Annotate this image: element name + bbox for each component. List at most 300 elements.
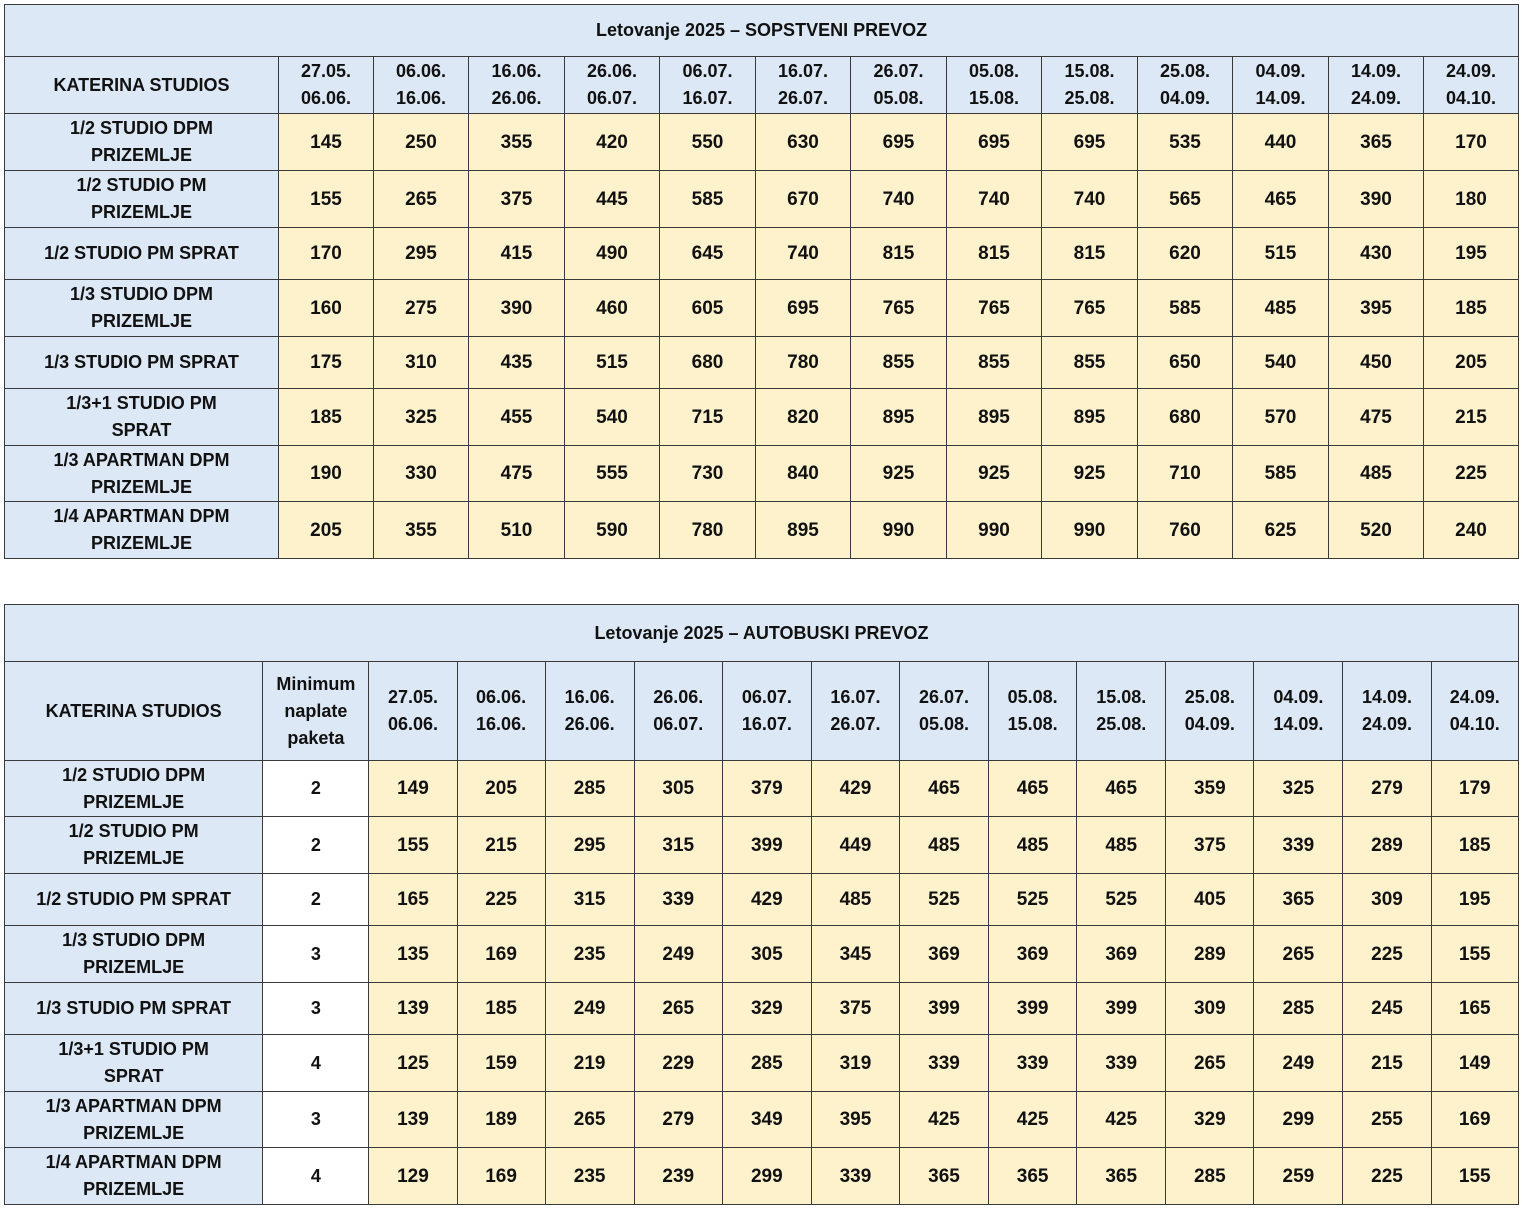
- price-cell: 895: [756, 502, 851, 559]
- price-cell: 515: [565, 337, 660, 389]
- price-cell: 765: [851, 280, 947, 337]
- period-header: [851, 57, 947, 114]
- price-cell: 465: [989, 761, 1077, 817]
- price-table-bus-transport: [4, 604, 1519, 1205]
- price-cell: 620: [1138, 228, 1233, 280]
- period-start: 05.08.: [968, 61, 1020, 81]
- price-cell: 219: [545, 1035, 634, 1092]
- price-cell: 309: [1166, 983, 1254, 1035]
- price-cell: 390: [1329, 171, 1424, 228]
- price-cell: 339: [1254, 817, 1343, 874]
- price-cell: 465: [1233, 171, 1329, 228]
- price-cell: 465: [1077, 761, 1166, 817]
- price-cell: 240: [1424, 502, 1519, 559]
- table-title: Letovanje 2025 – AUTOBUSKI PREVOZ: [5, 605, 1519, 662]
- price-cell: 570: [1233, 389, 1329, 446]
- room-type-label: 1/4 APARTMAN DPM PRIZEMLJE: [5, 502, 279, 559]
- price-cell: 740: [947, 171, 1042, 228]
- price-cell: 695: [756, 280, 851, 337]
- price-cell: 179: [1431, 761, 1518, 817]
- room-type-label: 1/3+1 STUDIO PM SPRAT: [5, 389, 279, 446]
- price-cell: 305: [722, 926, 811, 983]
- price-cell: 135: [369, 926, 457, 983]
- price-cell: 455: [469, 389, 565, 446]
- price-cell: 149: [369, 761, 457, 817]
- period-header: [1431, 662, 1518, 761]
- price-cell: 225: [1424, 446, 1519, 502]
- price-cell: 339: [899, 1035, 988, 1092]
- price-cell: 285: [722, 1035, 811, 1092]
- price-cell: 265: [634, 983, 722, 1035]
- price-cell: 170: [279, 228, 374, 280]
- period-header: [634, 662, 722, 761]
- price-cell: 525: [899, 874, 988, 926]
- price-cell: 250: [374, 114, 469, 171]
- price-cell: 450: [1329, 337, 1424, 389]
- price-cell: 339: [1077, 1035, 1166, 1092]
- price-cell: 475: [1329, 389, 1424, 446]
- period-start: 15.08.: [1096, 687, 1147, 707]
- price-cell: 520: [1329, 502, 1424, 559]
- period-end: 04.10.: [1449, 714, 1500, 734]
- price-cell: 429: [722, 874, 811, 926]
- period-end: 05.08.: [873, 88, 924, 108]
- price-cell: 650: [1138, 337, 1233, 389]
- period-header: [1424, 57, 1519, 114]
- period-header: [1343, 662, 1431, 761]
- period-start: 06.07.: [682, 61, 733, 81]
- period-start: 04.09.: [1255, 61, 1306, 81]
- price-cell: 289: [1166, 926, 1254, 983]
- price-table-own-transport: [4, 4, 1519, 559]
- price-cell: 249: [545, 983, 634, 1035]
- price-cell: 425: [899, 1092, 988, 1148]
- minimum-payment-cell: 4: [263, 1035, 369, 1092]
- price-cell: 855: [851, 337, 947, 389]
- room-type-label: 1/2 STUDIO PM PRIZEMLJE: [5, 171, 279, 228]
- period-header: [1233, 57, 1329, 114]
- price-cell: 645: [660, 228, 756, 280]
- price-cell: 765: [947, 280, 1042, 337]
- table-title: Letovanje 2025 – SOPSTVENI PREVOZ: [5, 5, 1519, 57]
- table-row: [5, 502, 1519, 559]
- price-cell: 375: [811, 983, 899, 1035]
- minimum-payment-cell: 4: [263, 1148, 369, 1205]
- price-cell: 369: [899, 926, 988, 983]
- price-cell: 895: [1042, 389, 1138, 446]
- price-cell: 309: [1343, 874, 1431, 926]
- period-header: [374, 57, 469, 114]
- table-row: [5, 446, 1519, 502]
- minimum-payment-cell: 2: [263, 874, 369, 926]
- price-cell: 155: [369, 817, 457, 874]
- price-cell: 339: [989, 1035, 1077, 1092]
- period-end: 15.08.: [968, 88, 1020, 108]
- room-type-label: 1/3 STUDIO PM SPRAT: [5, 983, 263, 1035]
- room-type-label: 1/3 APARTMAN DPM PRIZEMLJE: [5, 1092, 263, 1148]
- price-cell: 465: [899, 761, 988, 817]
- price-cell: 375: [469, 171, 565, 228]
- period-header: [469, 57, 565, 114]
- price-cell: 160: [279, 280, 374, 337]
- price-cell: 165: [1431, 983, 1518, 1035]
- period-start: 16.06.: [491, 61, 542, 81]
- price-cell: 249: [1254, 1035, 1343, 1092]
- price-cell: 540: [565, 389, 660, 446]
- price-cell: 695: [851, 114, 947, 171]
- price-cell: 155: [1431, 1148, 1518, 1205]
- price-cell: 365: [1329, 114, 1424, 171]
- price-cell: 815: [851, 228, 947, 280]
- price-cell: 525: [1077, 874, 1166, 926]
- minimum-payment-header: Minimum naplate paketa: [263, 662, 369, 761]
- price-cell: 189: [457, 1092, 545, 1148]
- price-cell: 139: [369, 983, 457, 1035]
- price-cell: 125: [369, 1035, 457, 1092]
- period-end: 14.09.: [1273, 714, 1324, 734]
- price-cell: 680: [660, 337, 756, 389]
- price-cell: 285: [1166, 1148, 1254, 1205]
- price-cell: 670: [756, 171, 851, 228]
- price-cell: 365: [1077, 1148, 1166, 1205]
- period-start: 24.09.: [1449, 687, 1500, 707]
- price-cell: 215: [1424, 389, 1519, 446]
- period-start: 16.07.: [830, 687, 881, 707]
- table-row: [5, 228, 1519, 280]
- price-cell: 555: [565, 446, 660, 502]
- period-start: 26.06.: [653, 687, 704, 707]
- period-header: [457, 662, 545, 761]
- price-cell: 265: [1166, 1035, 1254, 1092]
- price-cell: 205: [1424, 337, 1519, 389]
- period-end: 24.09.: [1361, 714, 1413, 734]
- price-cell: 319: [811, 1035, 899, 1092]
- room-type-label: 1/3 APARTMAN DPM PRIZEMLJE: [5, 446, 279, 502]
- table-row: [5, 171, 1519, 228]
- period-header: [279, 57, 374, 114]
- table-row: [5, 874, 1519, 926]
- price-cell: 310: [374, 337, 469, 389]
- price-cell: 925: [1042, 446, 1138, 502]
- price-cell: 155: [279, 171, 374, 228]
- price-cell: 365: [899, 1148, 988, 1205]
- price-cell: 235: [545, 926, 634, 983]
- price-cell: 535: [1138, 114, 1233, 171]
- price-cell: 185: [1431, 817, 1518, 874]
- price-cell: 195: [1431, 874, 1518, 926]
- price-cell: 275: [374, 280, 469, 337]
- price-cell: 369: [989, 926, 1077, 983]
- price-cell: 289: [1343, 817, 1431, 874]
- period-end: 05.08.: [919, 714, 970, 734]
- price-cell: 229: [634, 1035, 722, 1092]
- price-cell: 225: [1343, 926, 1431, 983]
- price-cell: 715: [660, 389, 756, 446]
- price-cell: 695: [1042, 114, 1138, 171]
- price-cell: 895: [947, 389, 1042, 446]
- price-cell: 405: [1166, 874, 1254, 926]
- price-cell: 279: [634, 1092, 722, 1148]
- price-cell: 440: [1233, 114, 1329, 171]
- period-end: 04.09.: [1184, 714, 1235, 734]
- price-cell: 399: [722, 817, 811, 874]
- table-row: [5, 761, 1519, 817]
- price-cell: 585: [660, 171, 756, 228]
- period-header: [947, 57, 1042, 114]
- price-cell: 169: [1431, 1092, 1518, 1148]
- period-header: [899, 662, 988, 761]
- price-cell: 585: [1233, 446, 1329, 502]
- price-cell: 815: [947, 228, 1042, 280]
- price-cell: 460: [565, 280, 660, 337]
- room-type-label: 1/3 STUDIO DPM PRIZEMLJE: [5, 280, 279, 337]
- price-cell: 430: [1329, 228, 1424, 280]
- price-cell: 185: [457, 983, 545, 1035]
- price-cell: 365: [1254, 874, 1343, 926]
- price-cell: 585: [1138, 280, 1233, 337]
- price-cell: 490: [565, 228, 660, 280]
- price-cell: 525: [989, 874, 1077, 926]
- room-type-label: 1/2 STUDIO DPM PRIZEMLJE: [5, 761, 263, 817]
- hotel-name-header: KATERINA STUDIOS: [5, 57, 279, 114]
- price-cell: 425: [1077, 1092, 1166, 1148]
- period-start: 14.09.: [1350, 61, 1402, 81]
- period-end: 16.07.: [682, 88, 733, 108]
- period-start: 15.08.: [1064, 61, 1115, 81]
- price-cell: 169: [457, 926, 545, 983]
- period-start: 24.09.: [1446, 61, 1497, 81]
- price-cell: 329: [722, 983, 811, 1035]
- price-cell: 990: [947, 502, 1042, 559]
- price-cell: 330: [374, 446, 469, 502]
- price-cell: 149: [1431, 1035, 1518, 1092]
- price-cell: 425: [989, 1092, 1077, 1148]
- price-cell: 740: [1042, 171, 1138, 228]
- price-cell: 435: [469, 337, 565, 389]
- price-cell: 399: [989, 983, 1077, 1035]
- price-cell: 170: [1424, 114, 1519, 171]
- room-type-label: 1/2 STUDIO PM SPRAT: [5, 874, 263, 926]
- price-cell: 375: [1166, 817, 1254, 874]
- period-end: 16.06.: [476, 714, 527, 734]
- price-cell: 445: [565, 171, 660, 228]
- price-cell: 420: [565, 114, 660, 171]
- period-header: [811, 662, 899, 761]
- period-start: 05.08.: [1007, 687, 1058, 707]
- period-end: 26.07.: [777, 88, 829, 108]
- price-cell: 695: [947, 114, 1042, 171]
- price-cell: 625: [1233, 502, 1329, 559]
- period-header: [722, 662, 811, 761]
- price-cell: 780: [756, 337, 851, 389]
- price-cell: 139: [369, 1092, 457, 1148]
- price-cell: 855: [1042, 337, 1138, 389]
- price-cell: 485: [1233, 280, 1329, 337]
- price-cell: 990: [1042, 502, 1138, 559]
- price-cell: 485: [899, 817, 988, 874]
- table-row: [5, 817, 1519, 874]
- price-cell: 265: [1254, 926, 1343, 983]
- price-cell: 215: [1343, 1035, 1431, 1092]
- price-cell: 359: [1166, 761, 1254, 817]
- period-header: [756, 57, 851, 114]
- period-end: 06.06.: [300, 88, 352, 108]
- price-cell: 295: [374, 228, 469, 280]
- period-end: 14.09.: [1255, 88, 1306, 108]
- period-end: 06.07.: [653, 714, 704, 734]
- period-header: [369, 662, 457, 761]
- period-header: [545, 662, 634, 761]
- price-cell: 175: [279, 337, 374, 389]
- price-cell: 159: [457, 1035, 545, 1092]
- room-type-label: 1/2 STUDIO PM SPRAT: [5, 228, 279, 280]
- price-cell: 390: [469, 280, 565, 337]
- period-header: [1329, 57, 1424, 114]
- period-end: 26.06.: [491, 88, 542, 108]
- price-cell: 415: [469, 228, 565, 280]
- price-cell: 895: [851, 389, 947, 446]
- price-cell: 855: [947, 337, 1042, 389]
- price-cell: 145: [279, 114, 374, 171]
- price-cell: 305: [634, 761, 722, 817]
- price-cell: 225: [457, 874, 545, 926]
- price-cell: 249: [634, 926, 722, 983]
- price-cell: 449: [811, 817, 899, 874]
- hotel-name-header: KATERINA STUDIOS: [5, 662, 263, 761]
- room-type-label: 1/3+1 STUDIO PM SPRAT: [5, 1035, 263, 1092]
- price-cell: 510: [469, 502, 565, 559]
- price-cell: 349: [722, 1092, 811, 1148]
- price-cell: 180: [1424, 171, 1519, 228]
- price-cell: 205: [279, 502, 374, 559]
- table-title-row: [5, 605, 1519, 662]
- room-type-label: 1/3 STUDIO DPM PRIZEMLJE: [5, 926, 263, 983]
- period-end: 06.06.: [387, 714, 438, 734]
- period-start: 14.09.: [1361, 687, 1413, 707]
- period-end: 16.07.: [741, 714, 792, 734]
- price-cell: 315: [545, 874, 634, 926]
- period-start: 27.05.: [387, 687, 438, 707]
- price-cell: 780: [660, 502, 756, 559]
- period-end: 15.08.: [1007, 714, 1058, 734]
- table-row: [5, 1148, 1519, 1205]
- price-cell: 265: [374, 171, 469, 228]
- price-cell: 740: [756, 228, 851, 280]
- price-cell: 990: [851, 502, 947, 559]
- period-start: 25.08.: [1184, 687, 1235, 707]
- price-cell: 485: [989, 817, 1077, 874]
- price-cell: 840: [756, 446, 851, 502]
- room-type-label: 1/2 STUDIO PM PRIZEMLJE: [5, 817, 263, 874]
- table-title-row: [5, 5, 1519, 57]
- price-cell: 760: [1138, 502, 1233, 559]
- price-cell: 485: [1329, 446, 1424, 502]
- period-header: [1042, 57, 1138, 114]
- period-end: 26.07.: [830, 714, 881, 734]
- price-cell: 485: [811, 874, 899, 926]
- price-cell: 429: [811, 761, 899, 817]
- price-cell: 379: [722, 761, 811, 817]
- table-row: [5, 280, 1519, 337]
- price-cell: 765: [1042, 280, 1138, 337]
- period-header: [1254, 662, 1343, 761]
- price-cell: 399: [1077, 983, 1166, 1035]
- price-cell: 630: [756, 114, 851, 171]
- period-end: 26.06.: [564, 714, 615, 734]
- price-cell: 265: [545, 1092, 634, 1148]
- price-cell: 185: [279, 389, 374, 446]
- price-cell: 820: [756, 389, 851, 446]
- price-cell: 195: [1424, 228, 1519, 280]
- price-cell: 730: [660, 446, 756, 502]
- table-row: [5, 1092, 1519, 1148]
- price-cell: 225: [1343, 1148, 1431, 1205]
- period-start: 16.07.: [777, 61, 829, 81]
- price-cell: 345: [811, 926, 899, 983]
- price-cell: 740: [851, 171, 947, 228]
- price-cell: 129: [369, 1148, 457, 1205]
- price-cell: 315: [634, 817, 722, 874]
- price-cell: 515: [1233, 228, 1329, 280]
- price-cell: 165: [369, 874, 457, 926]
- price-cell: 205: [457, 761, 545, 817]
- period-header-row: [5, 57, 1519, 114]
- price-cell: 339: [634, 874, 722, 926]
- period-header: [565, 57, 660, 114]
- minimum-payment-cell: 3: [263, 983, 369, 1035]
- price-cell: 680: [1138, 389, 1233, 446]
- period-header-row: [5, 662, 1519, 761]
- price-cell: 285: [545, 761, 634, 817]
- price-cell: 190: [279, 446, 374, 502]
- period-start: 25.08.: [1159, 61, 1211, 81]
- price-cell: 605: [660, 280, 756, 337]
- period-header: [989, 662, 1077, 761]
- price-cell: 815: [1042, 228, 1138, 280]
- price-cell: 399: [899, 983, 988, 1035]
- price-cell: 475: [469, 446, 565, 502]
- price-cell: 565: [1138, 171, 1233, 228]
- price-cell: 550: [660, 114, 756, 171]
- price-cell: 295: [545, 817, 634, 874]
- price-cell: 279: [1343, 761, 1431, 817]
- price-cell: 329: [1166, 1092, 1254, 1148]
- period-end: 24.09.: [1350, 88, 1402, 108]
- room-type-label: 1/4 APARTMAN DPM PRIZEMLJE: [5, 1148, 263, 1205]
- period-start: 26.06.: [586, 61, 638, 81]
- period-end: 06.07.: [586, 88, 638, 108]
- price-cell: 355: [374, 502, 469, 559]
- period-start: 26.07.: [919, 687, 970, 707]
- price-cell: 925: [851, 446, 947, 502]
- minimum-payment-cell: 2: [263, 817, 369, 874]
- price-cell: 239: [634, 1148, 722, 1205]
- period-header: [1077, 662, 1166, 761]
- table-row: [5, 926, 1519, 983]
- price-cell: 155: [1431, 926, 1518, 983]
- price-cell: 540: [1233, 337, 1329, 389]
- period-start: 06.06.: [476, 687, 527, 707]
- price-cell: 355: [469, 114, 565, 171]
- table-row: [5, 983, 1519, 1035]
- period-start: 26.07.: [873, 61, 924, 81]
- period-header: [660, 57, 756, 114]
- period-start: 16.06.: [564, 687, 615, 707]
- price-cell: 215: [457, 817, 545, 874]
- price-cell: 325: [1254, 761, 1343, 817]
- period-end: 04.09.: [1159, 88, 1211, 108]
- price-cell: 590: [565, 502, 660, 559]
